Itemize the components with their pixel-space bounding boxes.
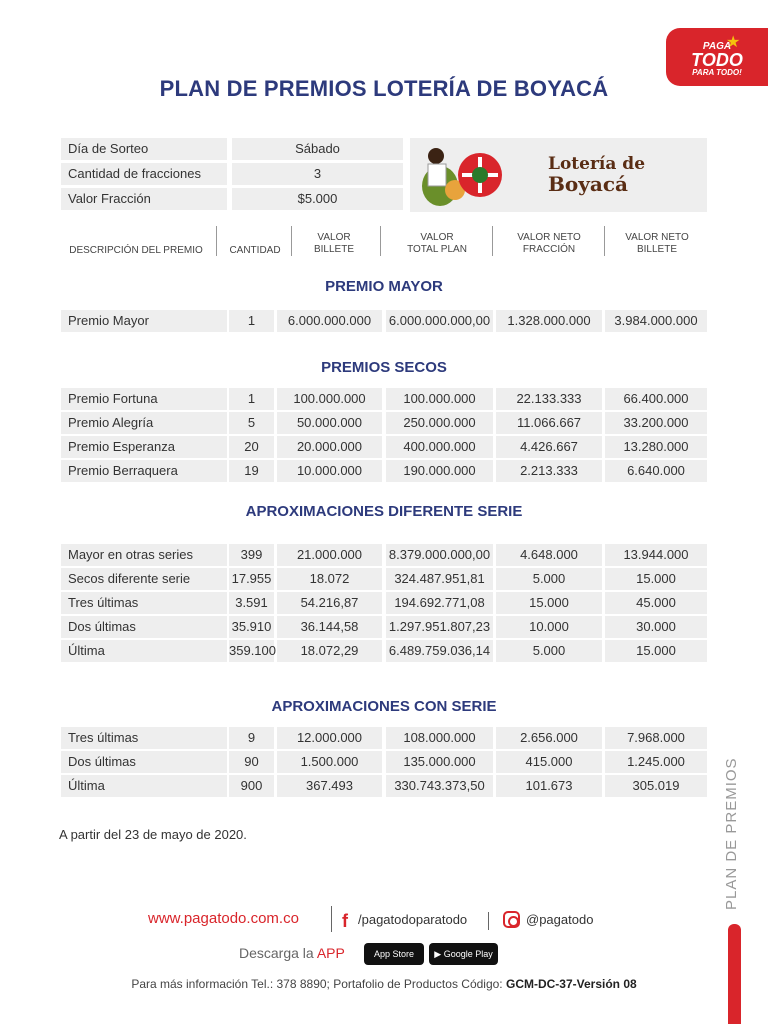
row-label: Tres últimas: [61, 727, 227, 749]
page-title: PLAN DE PREMIOS LOTERÍA DE BOYACÁ: [159, 76, 609, 101]
neto-billete-cell: 66.400.000: [605, 388, 707, 410]
cantidad-cell: 399: [229, 544, 274, 566]
valor-billete-cell: 100.000.000: [277, 388, 382, 410]
neto-billete-cell: 6.640.000: [605, 460, 707, 482]
header-cantidad: CANTIDAD: [229, 245, 281, 256]
neto-billete-cell: 7.968.000: [605, 727, 707, 749]
valor-billete-cell: 18.072,29: [277, 640, 382, 662]
valor-billete-cell: 54.216,87: [277, 592, 382, 614]
header-neto-billete: [606, 232, 708, 256]
header-line: VALOR NETO: [625, 232, 689, 243]
valor-billete-cell: 367.493: [277, 775, 382, 797]
neto-fraccion-cell: 5.000: [496, 568, 602, 590]
valor-total-cell: 1.297.951.807,23: [386, 616, 493, 638]
cantidad-cell: 5: [229, 412, 274, 434]
cantidad-cell: 359.100: [229, 640, 274, 662]
app-store-button[interactable]: [364, 943, 424, 965]
cantidad-cell: 90: [229, 751, 274, 773]
cantidad-cell: 20: [229, 436, 274, 458]
neto-fraccion-cell: 101.673: [496, 775, 602, 797]
app-store-label: App Store: [373, 949, 415, 959]
neto-fraccion-cell: 5.000: [496, 640, 602, 662]
header-line: BILLETE: [636, 244, 678, 255]
row-label: Premio Mayor: [61, 310, 227, 332]
brand-line3: PARA TODO!: [692, 68, 742, 77]
neto-billete-cell: 3.984.000.000: [605, 310, 707, 332]
info-label: Día de Sorteo: [61, 138, 227, 160]
valor-billete-cell: 18.072: [277, 568, 382, 590]
cantidad-cell: 900: [229, 775, 274, 797]
valor-billete-cell: 12.000.000: [277, 727, 382, 749]
download-app: APP: [316, 945, 345, 961]
valor-billete-cell: 10.000.000: [277, 460, 382, 482]
section-aprox-diferente: APROXIMACIONES DIFERENTE SERIE: [245, 503, 523, 520]
valor-total-cell: 100.000.000: [386, 388, 493, 410]
valor-total-cell: 135.000.000: [386, 751, 493, 773]
neto-fraccion-cell: 2.656.000: [496, 727, 602, 749]
google-play-icon: ▶: [434, 949, 444, 959]
download-prefix: Descarga la: [239, 945, 317, 961]
brand-line1: PAGA: [702, 41, 732, 52]
neto-billete-cell: 13.944.000: [605, 544, 707, 566]
neto-billete-cell: 15.000: [605, 568, 707, 590]
facebook-icon[interactable]: f: [342, 911, 348, 931]
cantidad-cell: 35.910: [229, 616, 274, 638]
neto-billete-cell: 305.019: [605, 775, 707, 797]
header-line: VALOR: [420, 232, 454, 243]
header-line: TOTAL PLAN: [407, 244, 467, 255]
valor-total-cell: 108.000.000: [386, 727, 493, 749]
valor-total-cell: 190.000.000: [386, 460, 493, 482]
valor-total-cell: 6.000.000.000,00: [386, 310, 493, 332]
side-label: PLAN DE PREMIOS: [723, 757, 740, 910]
row-label: Dos últimas: [61, 751, 227, 773]
valor-total-cell: 400.000.000: [386, 436, 493, 458]
info-label: Cantidad de fracciones: [61, 163, 227, 185]
neto-fraccion-cell: 11.066.667: [496, 412, 602, 434]
row-label: Última: [61, 775, 227, 797]
info-value: $5.000: [232, 188, 403, 210]
section-aprox-con: APROXIMACIONES CON SERIE: [271, 698, 497, 715]
neto-fraccion-cell: 1.328.000.000: [496, 310, 602, 332]
loteria-emblem-icon: [410, 138, 540, 212]
loteria-boyaca-logo: [410, 138, 707, 212]
cantidad-cell: 9: [229, 727, 274, 749]
header-line: FRACCIÓN: [522, 244, 576, 255]
star-icon: ★: [726, 34, 741, 51]
valor-total-cell: 250.000.000: [386, 412, 493, 434]
header-line: BILLETE: [313, 244, 355, 255]
valor-total-cell: 6.489.759.036,14: [386, 640, 493, 662]
header-descripcion: DESCRIPCIÓN DEL PREMIO: [69, 245, 203, 256]
row-label: Mayor en otras series: [61, 544, 227, 566]
row-label: Última: [61, 640, 227, 662]
validity-note: A partir del 23 de mayo de 2020.: [59, 827, 247, 842]
lottery-logo-line2: Boyacá: [548, 172, 628, 196]
neto-billete-cell: 13.280.000: [605, 436, 707, 458]
valor-total-cell: 8.379.000.000,00: [386, 544, 493, 566]
google-play-label: Google Play: [443, 949, 493, 959]
neto-billete-cell: 30.000: [605, 616, 707, 638]
row-label: Premio Berraquera: [61, 460, 227, 482]
neto-fraccion-cell: 10.000: [496, 616, 602, 638]
cantidad-cell: 17.955: [229, 568, 274, 590]
lottery-logo-line1: Lotería de: [548, 154, 646, 174]
neto-billete-cell: 15.000: [605, 640, 707, 662]
row-label: Dos últimas: [61, 616, 227, 638]
neto-fraccion-cell: 4.648.000: [496, 544, 602, 566]
facebook-handle[interactable]: /pagatodoparatodo: [358, 912, 468, 927]
header-line: VALOR NETO: [517, 232, 581, 243]
row-label: Premio Alegría: [61, 412, 227, 434]
neto-fraccion-cell: 415.000: [496, 751, 602, 773]
download-text: [239, 945, 345, 961]
instagram-icon[interactable]: [503, 911, 520, 928]
cantidad-cell: 1: [229, 310, 274, 332]
row-label: Tres últimas: [61, 592, 227, 614]
side-bar: [728, 924, 741, 1024]
info-value: Sábado: [232, 138, 403, 160]
brand-line2: TODO: [691, 50, 743, 70]
valor-total-cell: 324.487.951,81: [386, 568, 493, 590]
website-link[interactable]: www.pagatodo.com.co: [148, 910, 299, 927]
header-line: VALOR: [317, 232, 351, 243]
google-play-button[interactable]: [429, 943, 498, 965]
cantidad-cell: 1: [229, 388, 274, 410]
row-label: Premio Esperanza: [61, 436, 227, 458]
neto-billete-cell: 1.245.000: [605, 751, 707, 773]
neto-billete-cell: 45.000: [605, 592, 707, 614]
neto-fraccion-cell: 4.426.667: [496, 436, 602, 458]
section-premio-mayor: PREMIO MAYOR: [325, 278, 443, 295]
valor-billete-cell: 1.500.000: [277, 751, 382, 773]
valor-billete-cell: 50.000.000: [277, 412, 382, 434]
valor-billete-cell: 21.000.000: [277, 544, 382, 566]
neto-billete-cell: 33.200.000: [605, 412, 707, 434]
neto-fraccion-cell: 22.133.333: [496, 388, 602, 410]
valor-billete-cell: 20.000.000: [277, 436, 382, 458]
header-valor-total: [384, 232, 490, 256]
contact-text: Para más información Tel.: 378 8890; Portafolio de Productos Código:: [131, 977, 506, 991]
valor-billete-cell: 36.144,58: [277, 616, 382, 638]
valor-billete-cell: 6.000.000.000: [277, 310, 382, 332]
section-premios-secos: PREMIOS SECOS: [321, 359, 447, 376]
header-neto-fraccion: [496, 232, 602, 256]
row-label: Premio Fortuna: [61, 388, 227, 410]
info-label: Valor Fracción: [61, 188, 227, 210]
row-label: Secos diferente serie: [61, 568, 227, 590]
cantidad-cell: 3.591: [229, 592, 274, 614]
product-code: GCM-DC-37-Versión 08: [505, 977, 637, 991]
valor-total-cell: 330.743.373,50: [386, 775, 493, 797]
neto-fraccion-cell: 2.213.333: [496, 460, 602, 482]
instagram-handle[interactable]: @pagatodo: [526, 912, 594, 927]
cantidad-cell: 19: [229, 460, 274, 482]
contact-info: [0, 977, 768, 991]
valor-total-cell: 194.692.771,08: [386, 592, 493, 614]
neto-fraccion-cell: 15.000: [496, 592, 602, 614]
info-value: 3: [232, 163, 403, 185]
header-valor-billete: [292, 232, 376, 256]
